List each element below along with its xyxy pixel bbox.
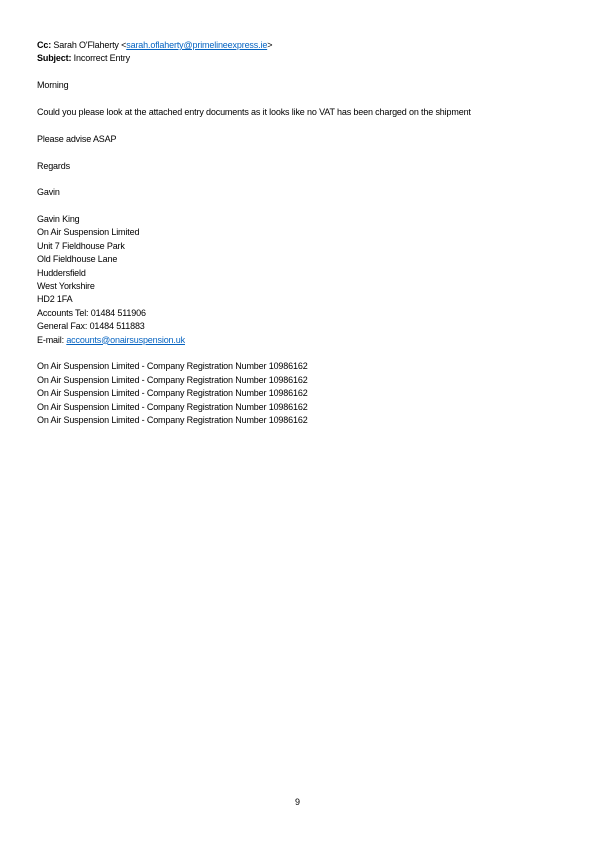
signature-address-line1: Unit 7 Fieldhouse Park bbox=[37, 240, 125, 251]
signature-postcode: HD2 1FA bbox=[37, 294, 73, 305]
cc-label: Cc: bbox=[37, 40, 52, 50]
signature-email-label: E-mail: bbox=[37, 334, 67, 345]
registration-line: On Air Suspension Limited - Company Registration Number 10986162 bbox=[37, 401, 308, 412]
body-paragraph: Could you please look at the attached entry documents as it looks like no VAT has been charged on the shipment bbox=[37, 106, 471, 117]
spacer bbox=[37, 146, 567, 159]
subject-line bbox=[37, 52, 567, 65]
spacer bbox=[37, 119, 567, 132]
cc-line bbox=[37, 39, 567, 52]
request-line: Please advise ASAP bbox=[37, 133, 117, 144]
registration-line: On Air Suspension Limited - Company Registration Number 10986162 bbox=[37, 374, 308, 385]
subject-value: Incorrect Entry bbox=[73, 53, 130, 64]
page-number: 9 bbox=[294, 797, 300, 807]
email-content bbox=[37, 39, 567, 427]
spacer bbox=[37, 66, 567, 79]
registration-line: On Air Suspension Limited - Company Registration Number 10986162 bbox=[37, 388, 308, 399]
cc-email-link[interactable]: sarah.oflaherty@primelineexpress.ie bbox=[126, 40, 268, 50]
signature-address-line2: Old Fieldhouse Lane bbox=[37, 254, 118, 265]
closing-line: Regards bbox=[37, 160, 70, 171]
signature-general-fax: General Fax: 01484 511883 bbox=[37, 321, 145, 332]
signature-email-line bbox=[37, 334, 567, 347]
spacer bbox=[37, 347, 567, 360]
cc-name: Sarah O'Flaherty < bbox=[53, 40, 127, 50]
spacer bbox=[37, 173, 567, 186]
greeting: Morning bbox=[37, 80, 69, 91]
signature-county: West Yorkshire bbox=[37, 281, 95, 292]
cc-close: > bbox=[267, 40, 273, 50]
signature-city: Huddersfield bbox=[37, 267, 86, 278]
sender-first-name: Gavin bbox=[37, 187, 60, 198]
signature-company: On Air Suspension Limited bbox=[37, 227, 140, 238]
spacer bbox=[37, 200, 567, 213]
spacer bbox=[37, 93, 567, 106]
registration-line: On Air Suspension Limited - Company Registration Number 10986162 bbox=[37, 361, 308, 372]
signature-email-link[interactable]: accounts@onairsuspension.uk bbox=[66, 334, 185, 345]
subject-label: Subject: bbox=[37, 53, 72, 64]
signature-name: Gavin King bbox=[37, 214, 80, 225]
signature-accounts-tel: Accounts Tel: 01484 511906 bbox=[37, 307, 146, 318]
registration-line: On Air Suspension Limited - Company Registration Number 10986162 bbox=[37, 414, 308, 425]
